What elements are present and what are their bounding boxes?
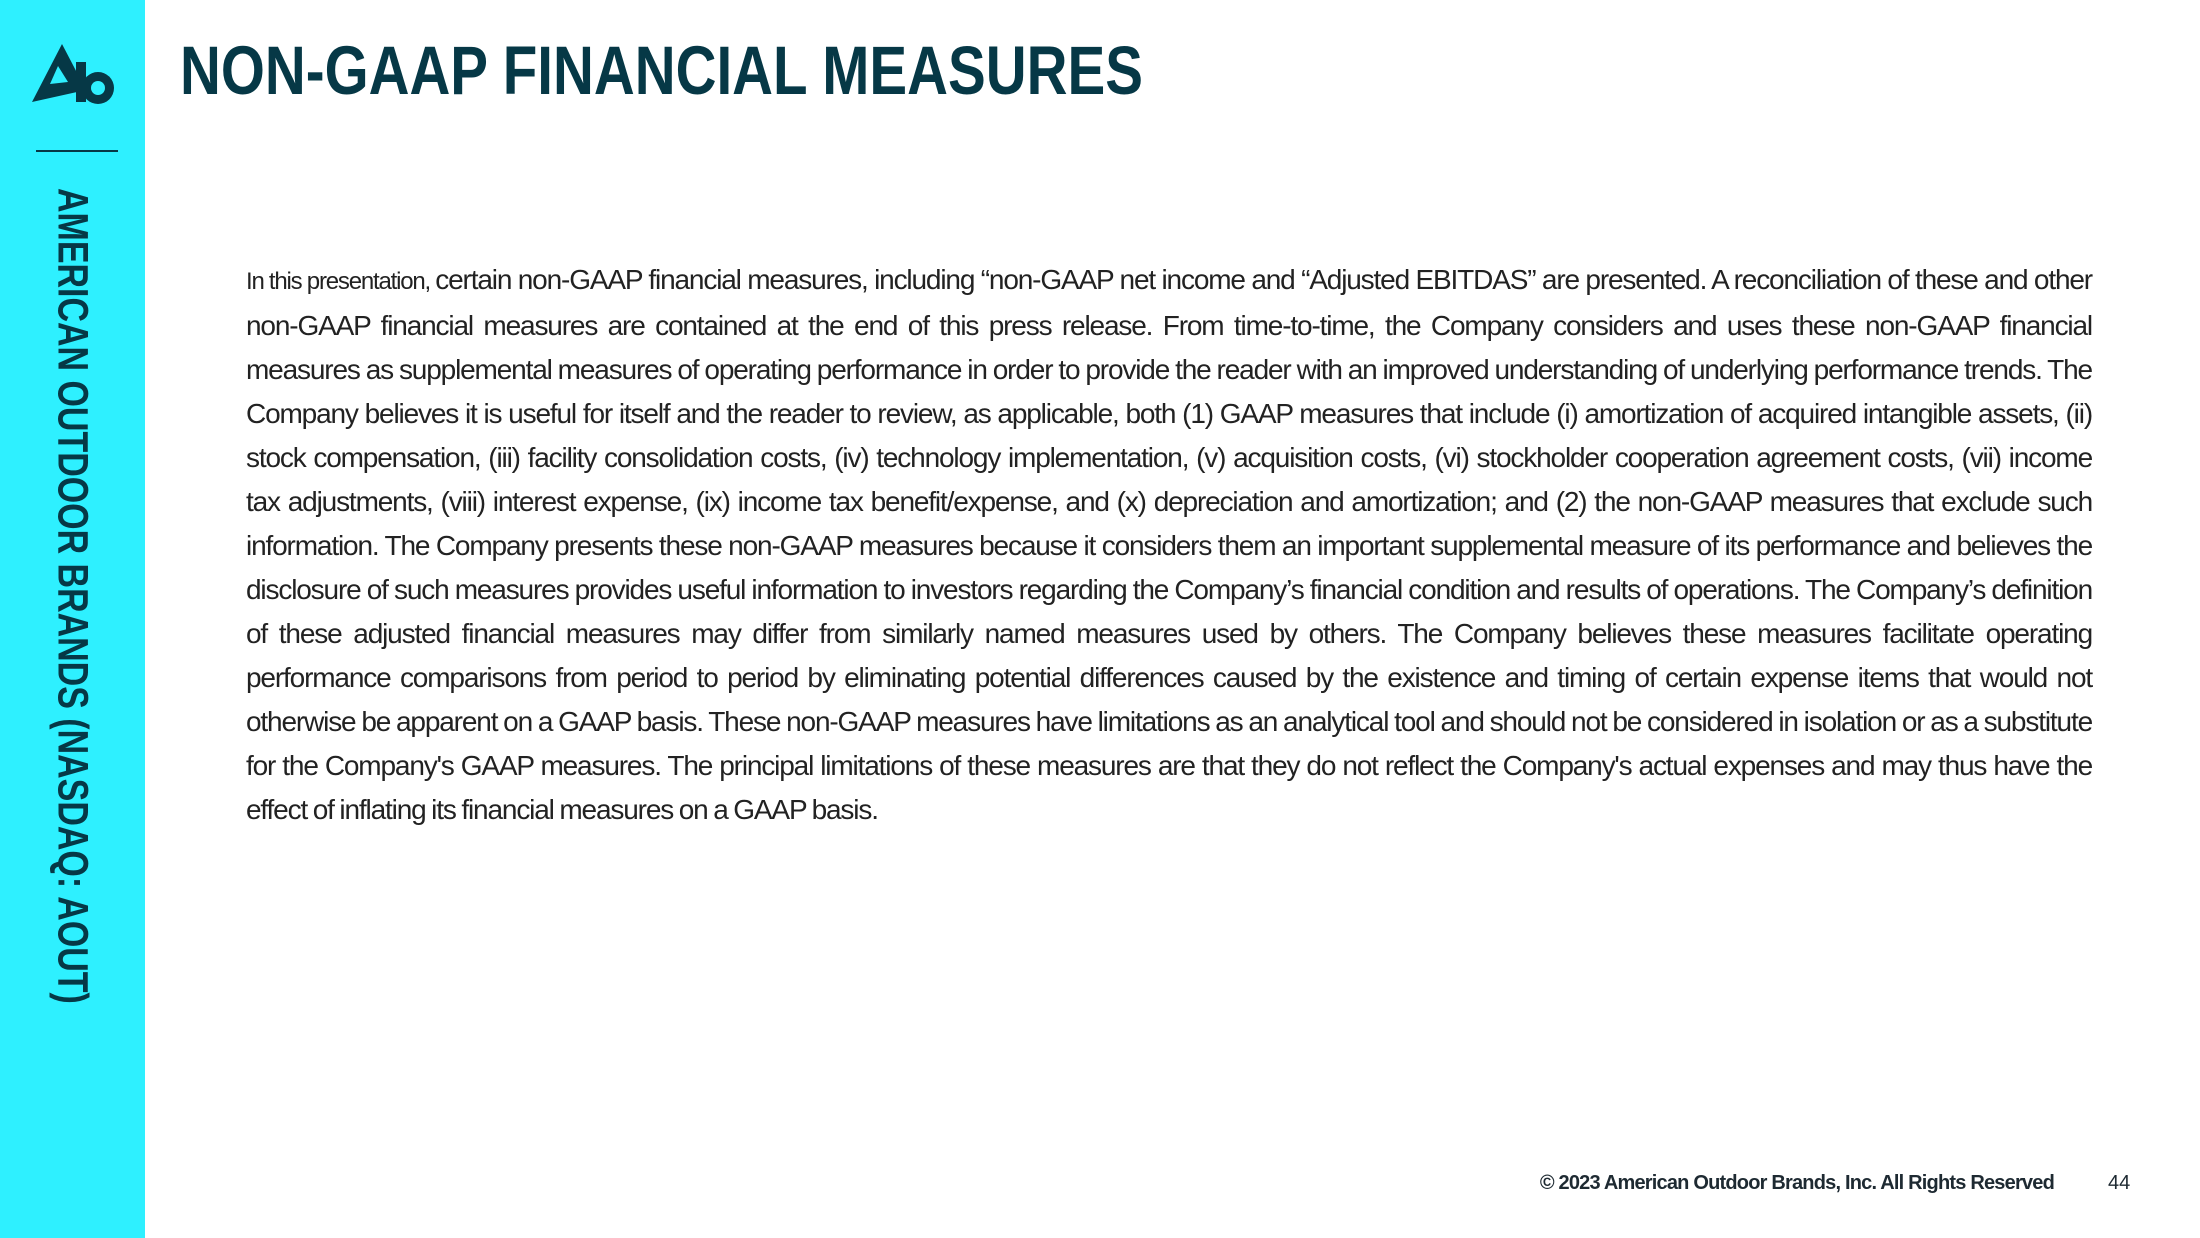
vertical-brand-text	[48, 188, 97, 1221]
page-number: 44	[2108, 1172, 2131, 1194]
paragraph-body: certain non-GAAP financial measures, including “non-GAAP net income and “Adjusted EBITDAS” are presented. A reconciliation of these and other non-GAAP financial measures are contained at the end of this press release. From time-to-time, the Company considers and uses these non-GAAP financial measures as supplemental measures of operating performance in order to provide the reader with an improved understanding of underlying performance trends. The Company believes it is useful for itself and the reader to review, as applicable, both (1) GAAP measures that include (i) amortization of acquired intangible assets, (ii) stock compensation, (iii) facility consolidation costs, (iv) technology implementation, (v) acquisition costs, (vi) stockholder cooperation agreement costs, (vii) income tax adjustments, (viii) interest expense, (ix) income tax benefit/expense, and (x) depreciation and amortization; and (2) the non-GAAP measures that exclude such information. The Company presents these non-GAAP measures because it considers them an important supplemental measure of its performance and believes the disclosure of such measures provides useful information to investors regarding the Company’s financial condition and results of operations. The Company’s definition of these adjusted financial measures may differ from similarly named measures used by others. The Company believes these measures facilitate operating performance comparisons from period to period by eliminating potential differences caused by the existence and timing of certain expense items that would not otherwise be apparent on a GAAP basis. These non-GAAP measures have limitations as an analytical tool and should not be considered in isolation or as a substitute for the Company's GAAP measures. The principal limitations of these measures are that they do not reflect the Company's actual expenses and may thus have the effect of inflating its financial measures on a GAAP basis.	[246, 264, 2092, 825]
brand-sidebar	[0, 0, 145, 1238]
page-title	[180, 30, 1354, 112]
disclosure-paragraph	[246, 258, 2092, 832]
paragraph-lead: In this presentation,	[246, 268, 436, 295]
page-title-text: NON-GAAP FINANCIAL MEASURES	[180, 32, 1143, 109]
aob-mountain-logo-icon	[28, 38, 120, 108]
sidebar-divider	[36, 150, 118, 152]
copyright-notice: © 2023 American Outdoor Brands, Inc. All Rights Reserved	[1539, 1172, 2054, 1194]
vertical-brand-label: AMERICAN OUTDOOR BRANDS (NASDAQ: AOUT)	[48, 188, 97, 1004]
